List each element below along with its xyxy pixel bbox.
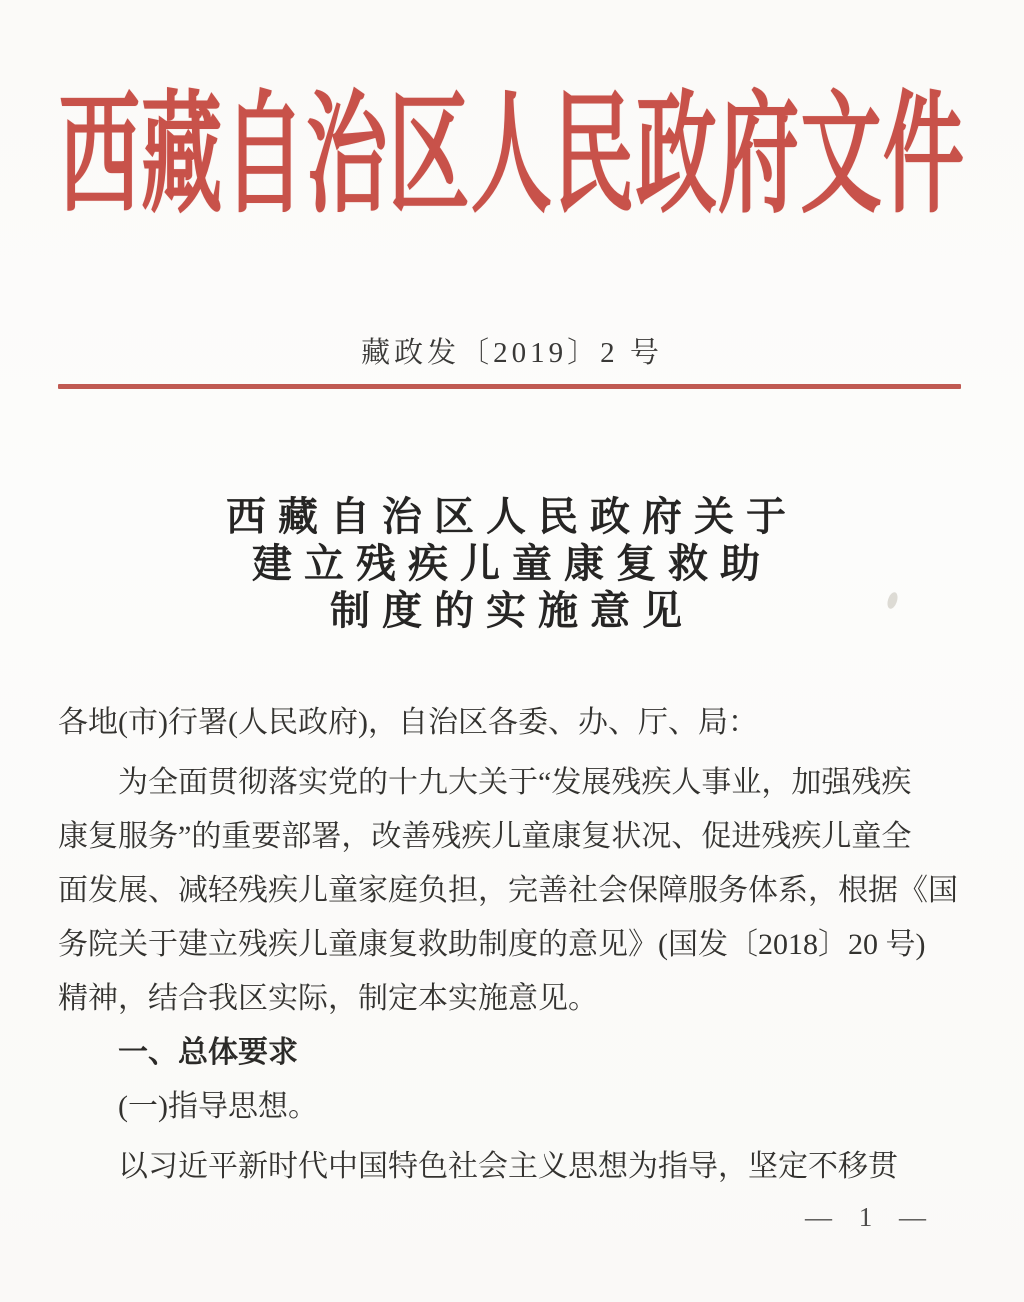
body-line: 务院关于建立残疾儿童康复救助制度的意见》(国发〔2018〕20 号) (58, 928, 926, 961)
document-title-line-2: 建立残疾儿童康复救助 (252, 541, 772, 586)
body-line: 面发展、减轻残疾儿童家庭负担，完善社会保障服务体系，根据《国 (58, 874, 958, 907)
paragraph-2 (58, 1140, 961, 1194)
page-number: — 1 — (805, 1202, 928, 1232)
body-line: 为全面贯彻落实党的十九大关于“发展残疾人事业，加强残疾 (118, 766, 912, 799)
document-title-line-3: 制度的实施意见 (330, 588, 694, 633)
red-separator-rule (58, 384, 961, 389)
body-line: 精神，结合我区实际，制定本实施意见。 (58, 982, 598, 1015)
paragraph-1 (58, 756, 961, 1026)
document-body (58, 696, 961, 1194)
document-title-line-1: 西藏自治区人民政府关于 (226, 494, 798, 539)
body-line: 以习近平新时代中国特色社会主义思想为指导，坚定不移贯 (118, 1150, 898, 1183)
document-title (0, 493, 1024, 634)
body-line: 康复服务”的重要部署，改善残疾儿童康复状况、促进残疾儿童全 (58, 820, 912, 853)
subsection-heading-guiding-ideology: (一)指导思想。 (118, 1090, 318, 1123)
section-heading-general-requirements: 一、总体要求 (118, 1036, 298, 1069)
letterhead-banner (0, 52, 1024, 234)
salutation-line: 各地(市)行署(人民政府)，自治区各委、办、厅、局： (58, 706, 758, 739)
letterhead-title: 西藏自治区人民政府文件 (58, 82, 966, 229)
document-number: 藏政发〔2019〕2 号 (361, 337, 663, 369)
